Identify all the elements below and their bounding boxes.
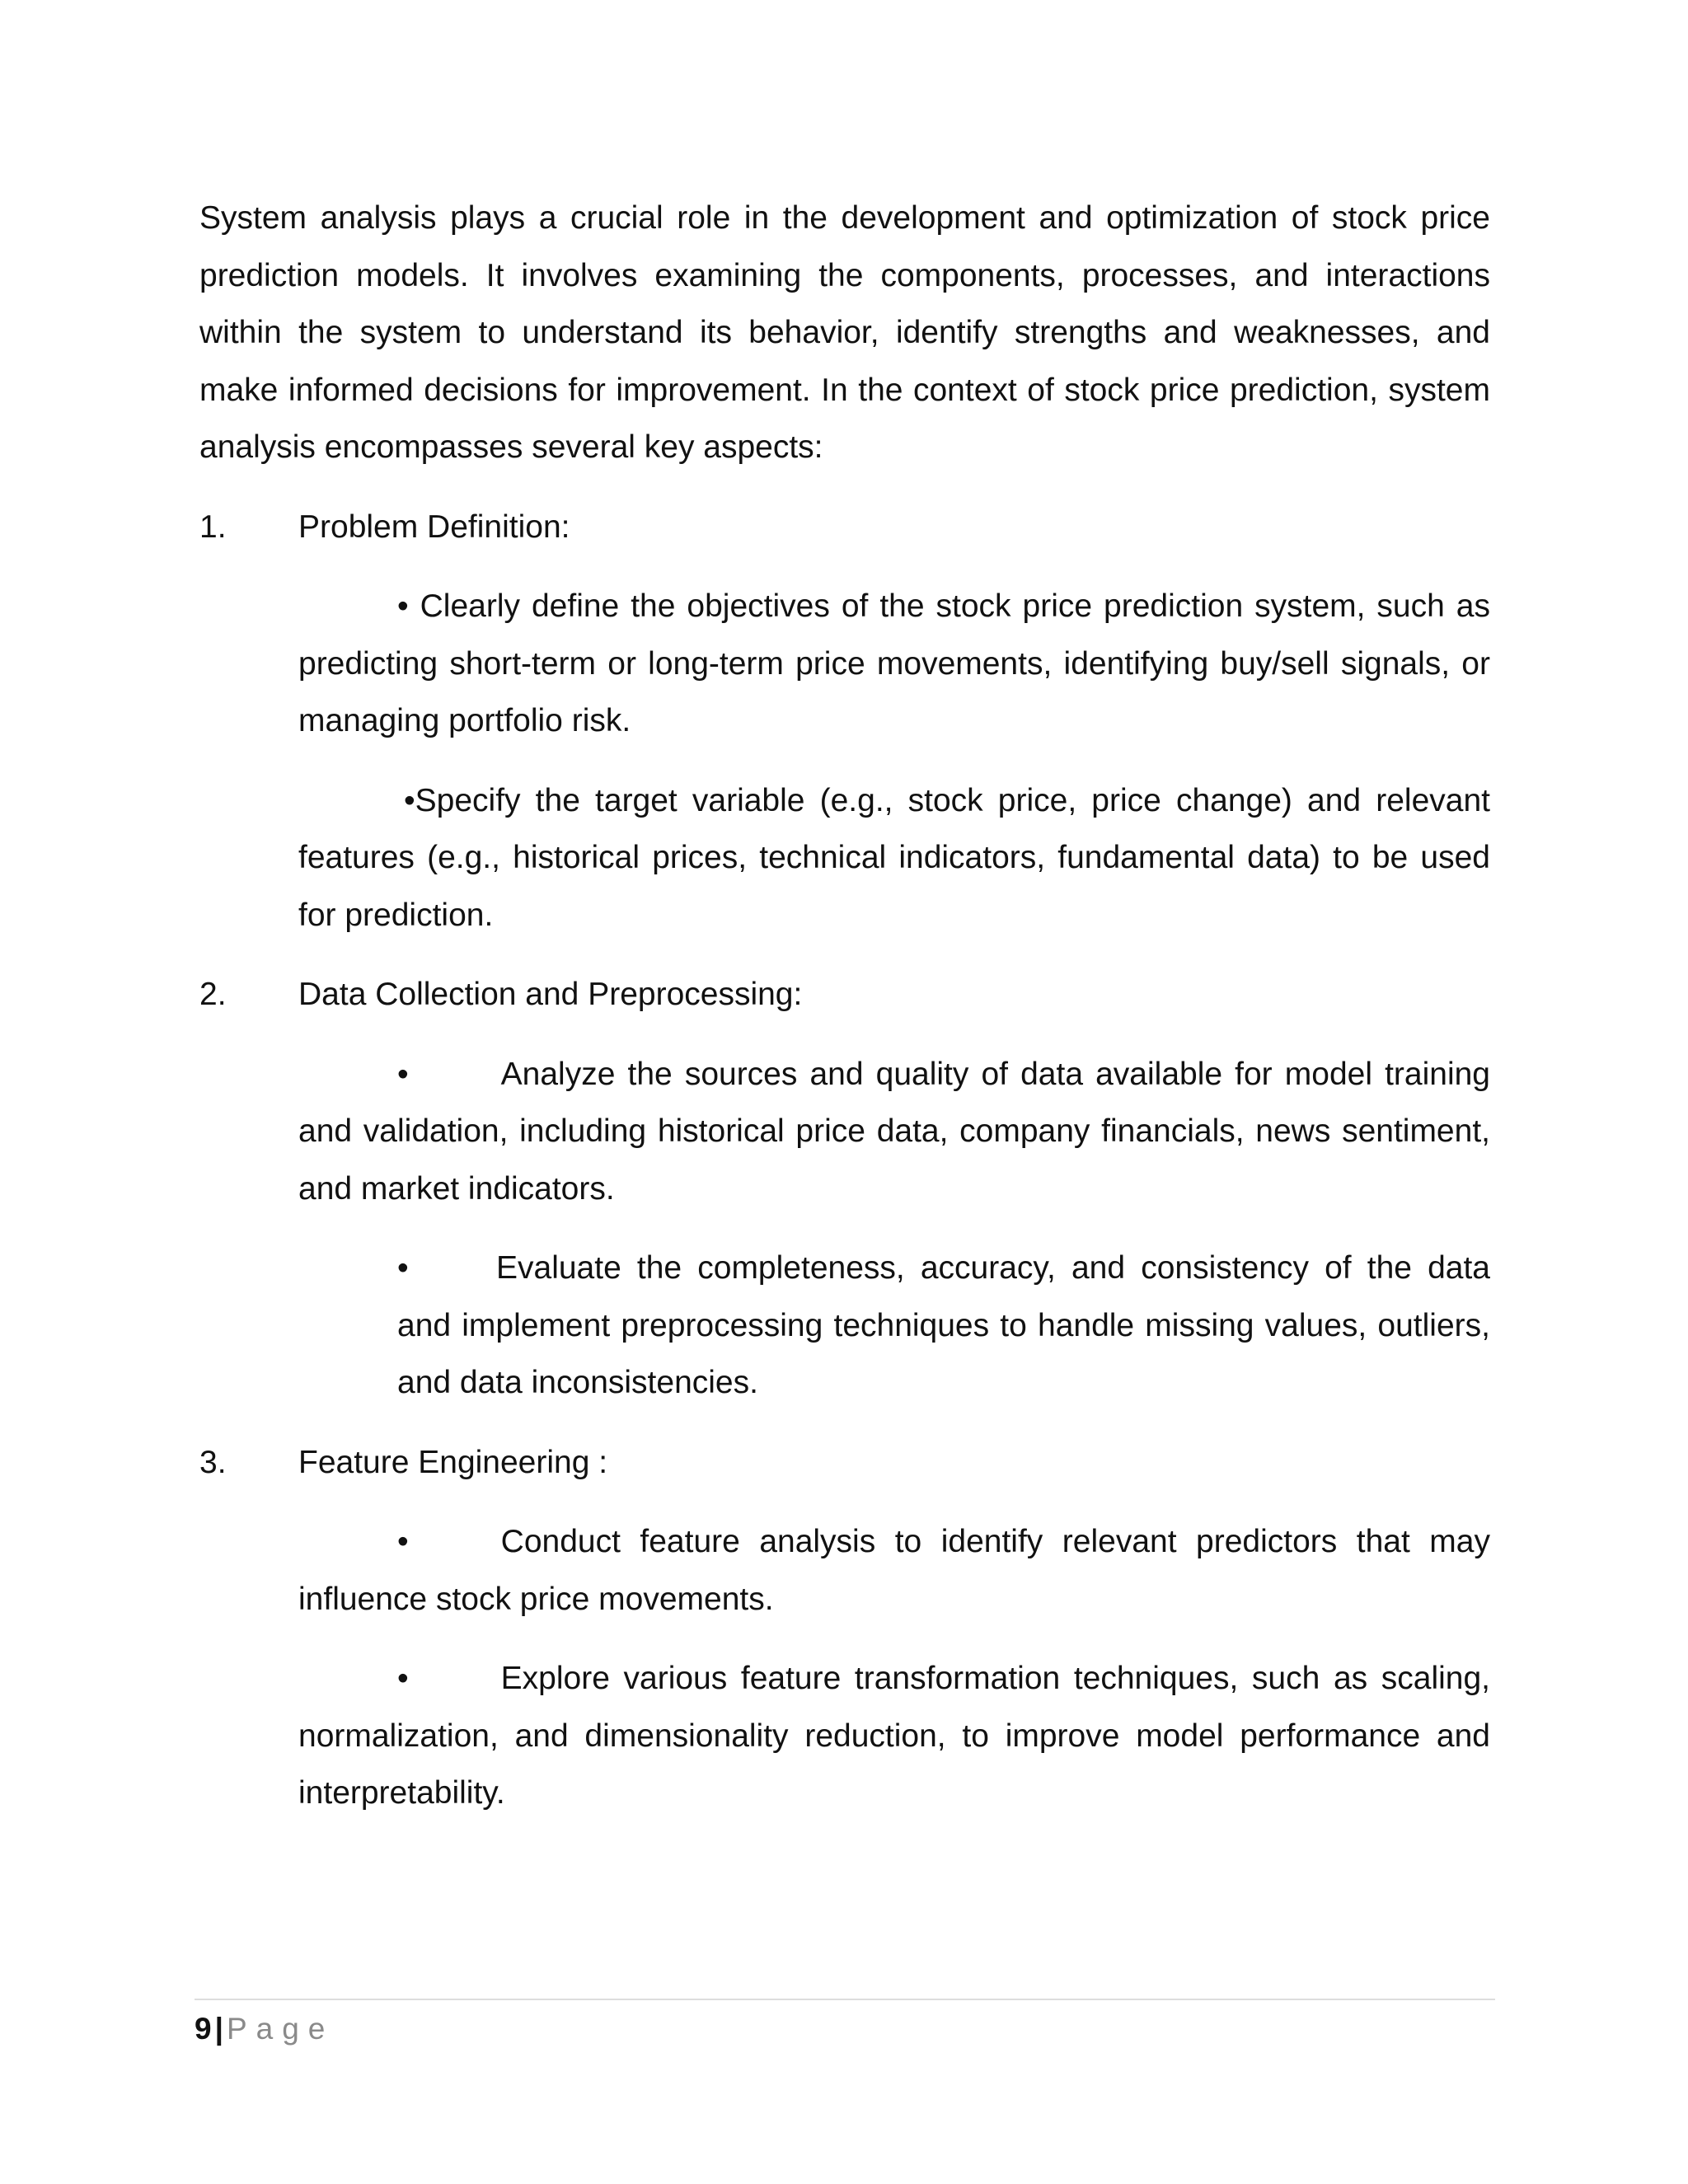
bullet-text: Explore various feature transformation techniques, such as scaling, normalization, and dimensionality reduction, to improve model performance and interpretability. — [298, 1661, 1490, 1811]
bullet-item — [199, 1240, 1490, 1412]
bullet-text: Clearly define the objectives of the stock price prediction system, such as predicting short-term or long-term price movements, identifying buy/sell signals, or managing portfolio risk. — [298, 588, 1490, 738]
section-title: Feature Engineering : — [298, 1444, 608, 1480]
bullet-icon: • — [397, 1056, 409, 1092]
section-title: Data Collection and Preprocessing: — [298, 977, 803, 1012]
bullet-item — [199, 578, 1490, 750]
bullet-icon: • — [404, 782, 415, 818]
footer-separator: | — [214, 2012, 223, 2046]
intro-paragraph: System analysis plays a crucial role in the development and optimization of stock price prediction models. It involves examining the components, processes, and interactions within the system to understand its behavior, identify strengths and weaknesses, and make informed decisions for improvement. In the context of stock price prediction, system analysis encompasses several key aspects: — [199, 200, 1490, 465]
page-label: Page — [226, 2012, 335, 2046]
bullet-item — [199, 1046, 1490, 1218]
bullet-text: Conduct feature analysis to identify relevant predictors that may influence stock price movements. — [298, 1524, 1490, 1617]
page-content — [199, 190, 1490, 1844]
bullet-text: Specify the target variable (e.g., stock price, price change) and relevant features (e.g., historical prices, technical indicators, fundamental data) to be used for prediction. — [298, 782, 1490, 933]
bullet-icon: • — [397, 1661, 409, 1696]
bullet-item — [199, 1513, 1490, 1628]
section-heading-1 — [199, 499, 1490, 556]
section-number: 1. — [199, 509, 227, 545]
section-number: 2. — [199, 977, 227, 1012]
section-title: Problem Definition: — [298, 509, 570, 545]
section-heading-2 — [199, 966, 1490, 1024]
bullet-item — [199, 1650, 1490, 1822]
section-heading-3 — [199, 1434, 1490, 1492]
bullet-icon: • — [397, 1524, 409, 1559]
bullet-icon: • — [397, 1250, 409, 1286]
bullet-icon: • — [397, 588, 409, 624]
bullet-item — [199, 772, 1490, 944]
page-number: 9 — [195, 2012, 212, 2046]
section-number: 3. — [199, 1444, 227, 1480]
page-footer — [195, 1999, 1495, 2050]
bullet-text: Analyze the sources and quality of data available for model training and validation, including historical price data, company financials, news sentiment, and market indicators. — [298, 1056, 1490, 1207]
bullet-text: Evaluate the completeness, accuracy, and consistency of the data and implement preprocessing techniques to handle missing values, outliers, and data inconsistencies. — [397, 1250, 1490, 1400]
